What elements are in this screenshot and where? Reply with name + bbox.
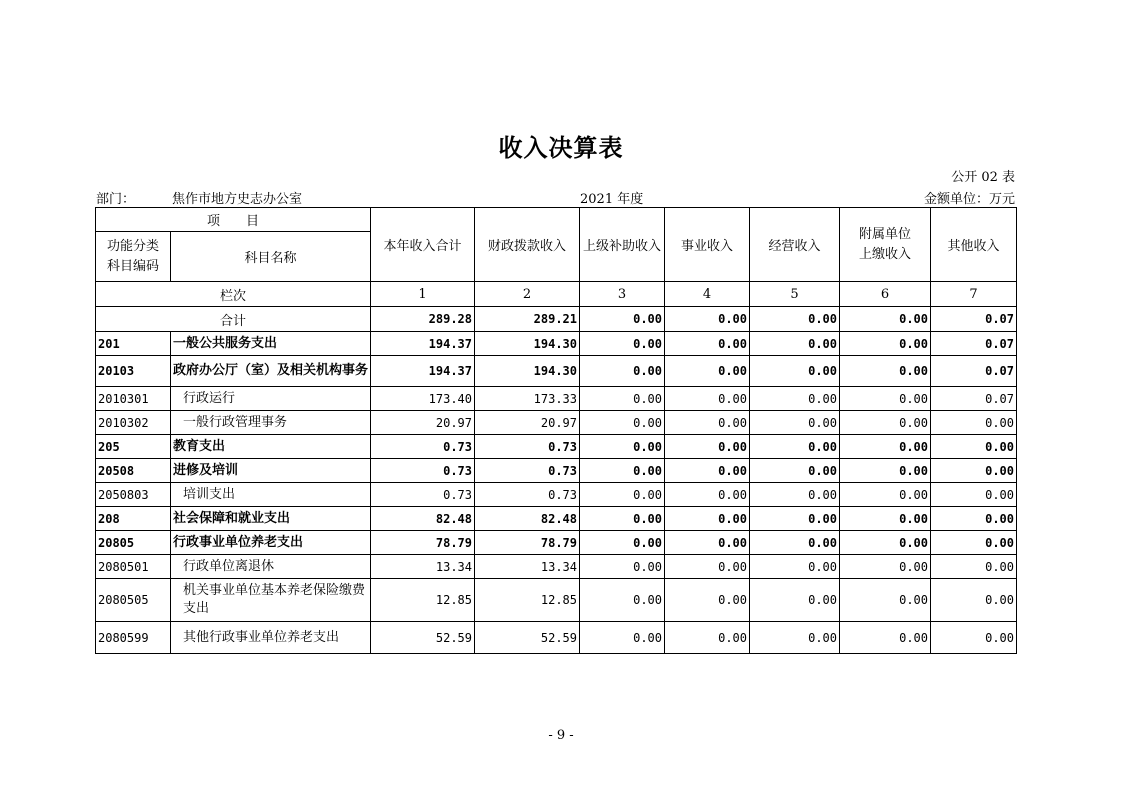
col-number-2: 2 — [475, 282, 580, 307]
header-col-7: 其他收入 — [931, 208, 1017, 282]
amount-cell: 0.00 — [931, 531, 1017, 555]
department-label: 部门： — [96, 192, 136, 207]
amount-cell: 0.00 — [580, 483, 665, 507]
amount-cell: 0.73 — [475, 459, 580, 483]
total-value: 289.21 — [475, 307, 580, 332]
amount-cell: 12.85 — [371, 579, 475, 622]
subject-name: 进修及培训 — [171, 459, 371, 483]
amount-cell: 13.34 — [371, 555, 475, 579]
table-row — [96, 356, 1017, 387]
amount-cell: 78.79 — [475, 531, 580, 555]
amount-cell: 0.00 — [750, 387, 840, 411]
amount-cell: 12.85 — [475, 579, 580, 622]
table-row — [96, 507, 1017, 531]
amount-cell: 0.00 — [931, 411, 1017, 435]
total-value: 0.07 — [931, 307, 1017, 332]
amount-cell: 0.00 — [840, 459, 931, 483]
header-col-3: 上级补助收入 — [580, 208, 665, 282]
amount-cell: 0.00 — [931, 622, 1017, 654]
amount-cell: 0.00 — [840, 483, 931, 507]
amount-cell: 0.00 — [750, 356, 840, 387]
total-value: 289.28 — [371, 307, 475, 332]
amount-cell: 0.00 — [750, 531, 840, 555]
subject-name: 机关事业单位基本养老保险缴费支出 — [171, 579, 371, 622]
amount-cell: 0.73 — [371, 483, 475, 507]
amount-cell: 0.00 — [665, 531, 750, 555]
meta-line — [96, 188, 1015, 206]
page-title: 收入决算表 — [498, 133, 624, 162]
amount-cell: 0.00 — [665, 435, 750, 459]
amount-cell: 0.00 — [840, 332, 931, 356]
amount-cell: 52.59 — [475, 622, 580, 654]
header-subject-name: 科目名称 — [171, 232, 371, 282]
amount-cell: 0.00 — [840, 555, 931, 579]
fiscal-year: 2021 年度 — [580, 192, 644, 207]
subject-name: 行政事业单位养老支出 — [171, 531, 371, 555]
amount-cell: 0.00 — [931, 507, 1017, 531]
total-row — [96, 307, 1017, 332]
amount-cell: 0.00 — [840, 411, 931, 435]
col-number-4: 4 — [665, 282, 750, 307]
amount-cell: 0.00 — [665, 507, 750, 531]
amount-cell: 194.37 — [371, 356, 475, 387]
amount-cell: 0.00 — [750, 507, 840, 531]
header-col-6: 附属单位 上缴收入 — [840, 208, 931, 282]
amount-cell: 0.73 — [371, 435, 475, 459]
amount-cell: 0.00 — [665, 411, 750, 435]
amount-cell: 0.00 — [750, 459, 840, 483]
amount-cell: 0.07 — [931, 387, 1017, 411]
subject-code: 20508 — [96, 459, 171, 483]
total-value: 0.00 — [840, 307, 931, 332]
subject-code: 208 — [96, 507, 171, 531]
amount-unit: 金额单位：万元 — [923, 192, 1015, 207]
subject-code: 2010302 — [96, 411, 171, 435]
subject-name: 一般公共服务支出 — [171, 332, 371, 356]
header-col-5: 经营收入 — [750, 208, 840, 282]
subject-name: 政府办公厅（室）及相关机构事务 — [171, 356, 371, 387]
amount-cell: 0.00 — [580, 579, 665, 622]
col-number-5: 5 — [750, 282, 840, 307]
table-row — [96, 483, 1017, 507]
amount-cell: 0.00 — [580, 411, 665, 435]
amount-cell: 194.30 — [475, 332, 580, 356]
col-number-3: 3 — [580, 282, 665, 307]
table-row — [96, 622, 1017, 654]
table-row — [96, 411, 1017, 435]
subject-code: 2010301 — [96, 387, 171, 411]
amount-cell: 0.00 — [580, 356, 665, 387]
total-value: 0.00 — [750, 307, 840, 332]
header-func-code: 功能分类 科目编码 — [96, 232, 171, 282]
subject-name: 社会保障和就业支出 — [171, 507, 371, 531]
amount-cell: 173.33 — [475, 387, 580, 411]
amount-cell: 0.00 — [580, 531, 665, 555]
subject-name: 教育支出 — [171, 435, 371, 459]
amount-cell: 0.07 — [931, 356, 1017, 387]
amount-cell: 0.00 — [840, 507, 931, 531]
col-number-6: 6 — [840, 282, 931, 307]
amount-cell: 194.30 — [475, 356, 580, 387]
amount-cell: 0.00 — [840, 579, 931, 622]
amount-cell: 0.00 — [750, 435, 840, 459]
total-value: 0.00 — [580, 307, 665, 332]
amount-cell: 0.00 — [580, 622, 665, 654]
subject-name: 行政单位离退休 — [171, 555, 371, 579]
amount-cell: 52.59 — [371, 622, 475, 654]
amount-cell: 0.00 — [750, 332, 840, 356]
amount-cell: 0.00 — [580, 332, 665, 356]
subject-code: 2050803 — [96, 483, 171, 507]
total-label: 合计 — [96, 307, 371, 332]
amount-cell: 0.00 — [931, 483, 1017, 507]
subject-code: 201 — [96, 332, 171, 356]
amount-cell: 0.00 — [665, 356, 750, 387]
subject-name: 培训支出 — [171, 483, 371, 507]
amount-cell: 194.37 — [371, 332, 475, 356]
subject-code: 2080505 — [96, 579, 171, 622]
amount-cell: 0.00 — [750, 622, 840, 654]
col-number-7: 7 — [931, 282, 1017, 307]
header-col-1: 本年收入合计 — [371, 208, 475, 282]
total-value: 0.00 — [665, 307, 750, 332]
amount-cell: 0.00 — [931, 579, 1017, 622]
table-row — [96, 435, 1017, 459]
amount-cell: 0.73 — [475, 435, 580, 459]
subject-code: 20103 — [96, 356, 171, 387]
amount-cell: 0.73 — [475, 483, 580, 507]
amount-cell: 0.00 — [665, 459, 750, 483]
table-row — [96, 531, 1017, 555]
amount-cell: 0.00 — [580, 435, 665, 459]
amount-cell: 0.00 — [840, 387, 931, 411]
table-row — [96, 459, 1017, 483]
amount-cell: 0.00 — [580, 507, 665, 531]
amount-cell: 0.00 — [840, 356, 931, 387]
header-col-2: 财政拨款收入 — [475, 208, 580, 282]
amount-cell: 0.00 — [580, 555, 665, 579]
amount-cell: 0.00 — [665, 483, 750, 507]
amount-cell: 0.00 — [750, 555, 840, 579]
header-col-4: 事业收入 — [665, 208, 750, 282]
amount-cell: 0.00 — [931, 435, 1017, 459]
subject-name: 其他行政事业单位养老支出 — [171, 622, 371, 654]
amount-cell: 0.00 — [840, 435, 931, 459]
amount-cell: 0.00 — [750, 411, 840, 435]
subject-code: 20805 — [96, 531, 171, 555]
amount-cell: 78.79 — [371, 531, 475, 555]
row-number-label: 栏次 — [96, 282, 371, 307]
amount-cell: 0.00 — [665, 332, 750, 356]
amount-cell: 0.00 — [840, 622, 931, 654]
subject-name: 一般行政管理事务 — [171, 411, 371, 435]
amount-cell: 0.00 — [665, 555, 750, 579]
page-number: - 9 - — [548, 728, 574, 743]
subject-code: 2080501 — [96, 555, 171, 579]
amount-cell: 0.00 — [665, 387, 750, 411]
amount-cell: 0.73 — [371, 459, 475, 483]
department-name: 焦作市地方史志办公室 — [172, 192, 303, 207]
amount-cell: 0.00 — [580, 387, 665, 411]
subject-code: 205 — [96, 435, 171, 459]
amount-cell: 0.00 — [750, 483, 840, 507]
amount-cell: 0.07 — [931, 332, 1017, 356]
income-table — [95, 207, 1017, 654]
header-item: 项 目 — [96, 208, 371, 232]
amount-cell: 13.34 — [475, 555, 580, 579]
amount-cell: 20.97 — [475, 411, 580, 435]
amount-cell: 0.00 — [580, 459, 665, 483]
amount-cell: 82.48 — [371, 507, 475, 531]
amount-cell: 82.48 — [475, 507, 580, 531]
amount-cell: 20.97 — [371, 411, 475, 435]
amount-cell: 0.00 — [665, 579, 750, 622]
subject-code: 2080599 — [96, 622, 171, 654]
amount-cell: 173.40 — [371, 387, 475, 411]
table-row — [96, 579, 1017, 622]
subject-name: 行政运行 — [171, 387, 371, 411]
table-row — [96, 387, 1017, 411]
table-row — [96, 555, 1017, 579]
table-row — [96, 332, 1017, 356]
amount-cell: 0.00 — [840, 531, 931, 555]
amount-cell: 0.00 — [931, 555, 1017, 579]
amount-cell: 0.00 — [931, 459, 1017, 483]
col-number-1: 1 — [371, 282, 475, 307]
amount-cell: 0.00 — [665, 622, 750, 654]
amount-cell: 0.00 — [750, 579, 840, 622]
form-number: 公开 02 表 — [951, 170, 1015, 185]
